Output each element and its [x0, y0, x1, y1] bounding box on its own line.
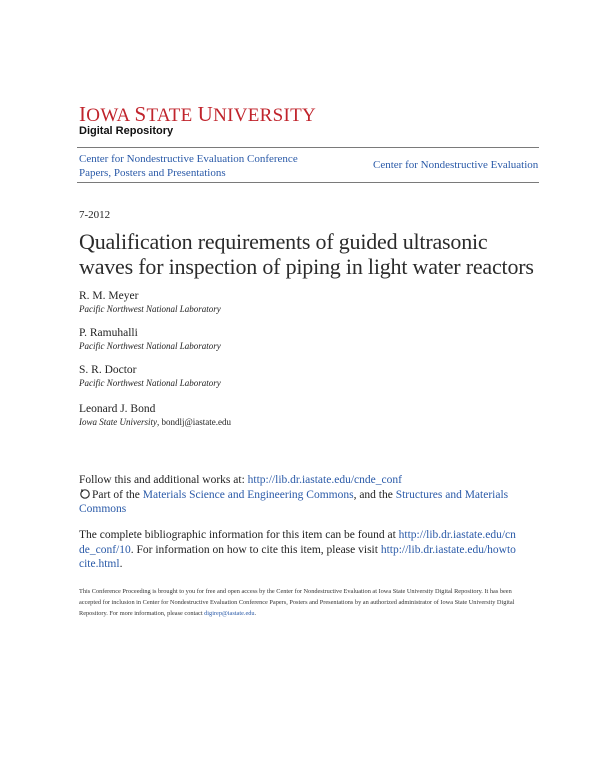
footer-text: This Conference Proceeding is brought to you for free and open access by the Center for Nondestructive Evaluation at Iowa State University Digital Repository. It has been accepted for inclusion in Center for Nondestructive Evaluation Conference Papers, Posters and Presentations by an authorized administrator of Iowa State University Digital Repository. For more information, please contact	[79, 588, 515, 617]
paper-title: Qualification requirements of guided ultrasonic waves for inspection of piping in light water reactors	[79, 229, 534, 279]
commons-icon	[79, 488, 90, 499]
collection-link-conference[interactable]: Center for Nondestructive Evaluation Conference Papers, Posters and Presentations	[79, 153, 298, 179]
part-of-text: Part of the	[92, 489, 143, 501]
structures-commons-link[interactable]: Structures and Materials Commons	[79, 489, 509, 515]
publication-date: 7-2012	[79, 209, 111, 221]
follow-link[interactable]: http://lib.dr.iastate.edu/cnde_conf	[247, 474, 402, 486]
logo-letters: NIVERSITY	[213, 105, 317, 126]
author-email: bondlj@iastate.edu	[161, 417, 232, 427]
materials-commons-link[interactable]: Materials Science and Engineering Commons	[142, 489, 354, 501]
repository-label: Digital Repository	[79, 125, 174, 137]
part-of-line	[79, 488, 519, 516]
contact-email-link[interactable]: digirep@iastate.edu	[204, 610, 255, 617]
author-affiliation: Pacific Northwest National Laboratory	[79, 304, 221, 314]
and-text: , and the	[353, 489, 396, 501]
author-name: S. R. Doctor	[79, 364, 137, 376]
item-link[interactable]: http://lib.dr.iastate.edu/cnde_conf/10	[79, 529, 516, 556]
footer-end: .	[254, 610, 257, 617]
logo-letter: I	[79, 102, 87, 126]
follow-text: Follow this and additional works at:	[79, 474, 248, 486]
author-affiliation-line	[79, 417, 231, 428]
citation-end: .	[119, 558, 123, 570]
howtocite-link[interactable]: http://lib.dr.iastate.edu/howtocite.html	[79, 543, 516, 570]
university-logo-text	[79, 104, 316, 126]
logo-letters: OWA	[86, 105, 135, 126]
citation-text: . For information on how to cite this item, please visit	[130, 543, 381, 556]
author-name: P. Ramuhalli	[79, 327, 138, 339]
citation-text: The complete bibliographic information for this item can be found at	[79, 529, 399, 541]
logo-letter: U	[197, 102, 214, 126]
citation-paragraph	[79, 528, 519, 572]
logo-letter: S	[134, 102, 147, 126]
follow-line	[79, 473, 402, 487]
author-name: Leonard J. Bond	[79, 403, 156, 415]
author-affiliation: Pacific Northwest National Laboratory	[79, 378, 221, 388]
logo-letters: TATE	[146, 105, 198, 126]
author-name: R. M. Meyer	[79, 290, 139, 302]
affiliation-separator: ,	[157, 417, 162, 427]
author-affiliation: Iowa State University	[79, 417, 157, 427]
author-affiliation: Pacific Northwest National Laboratory	[79, 341, 221, 351]
footer-notice	[79, 586, 519, 619]
collection-link-center[interactable]: Center for Nondestructive Evaluation	[373, 159, 539, 171]
